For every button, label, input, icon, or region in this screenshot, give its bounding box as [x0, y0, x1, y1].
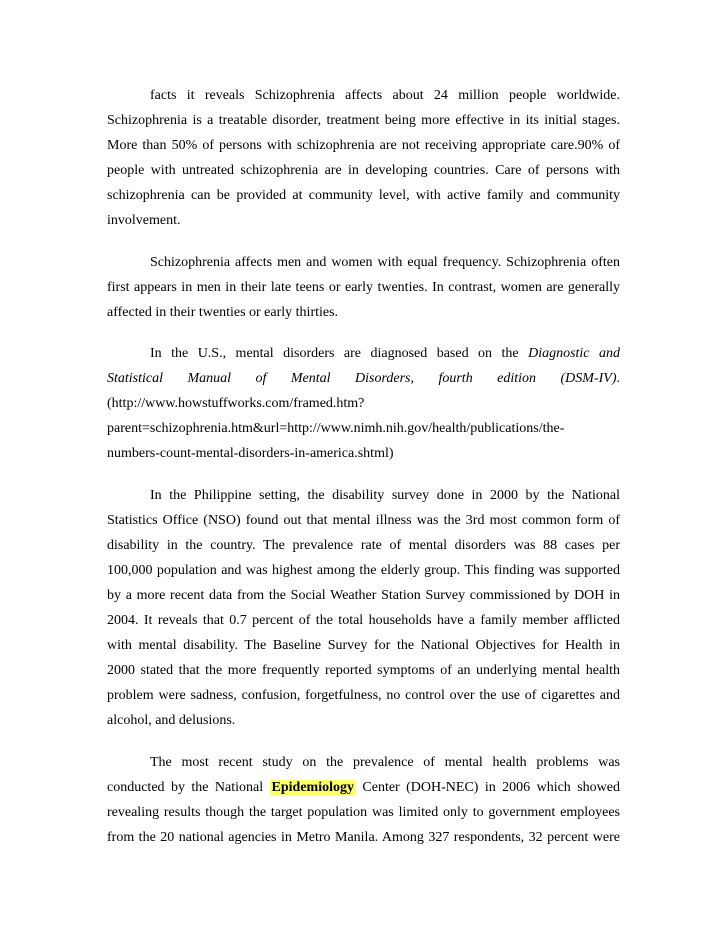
paragraph-3-line-2 — [107, 370, 620, 387]
paragraph-4-line-5: by a more recent data from the Social Weather Station Survey commissioned by DOH in — [107, 588, 620, 603]
manual-title-italic-2: Statistical Manual of Mental Disorders, fourth edition (DSM-IV) — [107, 371, 617, 386]
paragraph-4-line-4: 100,000 population and was highest among the elderly group. This finding was supported — [107, 563, 620, 578]
paragraph-3-line-5: numbers-count-mental-disorders-in-america.shtml) — [107, 446, 394, 461]
paragraph-2-line-3: affected in their twenties or early thirties. — [107, 305, 339, 320]
paragraph-3-line-1-text: In the U.S., mental disorders are diagnosed based on the — [150, 346, 529, 361]
paragraph-3-line-3: (http://www.howstuffworks.com/framed.htm? — [107, 396, 365, 411]
paragraph-2-line-2: first appears in men in their late teens or early twenties. In contrast, women are generally — [107, 280, 620, 295]
paragraph-1-line-2: Schizophrenia is a treatable disorder, treatment being more effective in its initial stages. — [107, 113, 620, 128]
paragraph-4-line-8: 2000 stated that the more frequently reported symptoms of an underlying mental health — [107, 663, 620, 678]
paragraph-5-line-3: revealing results though the target population was limited only to government employees — [107, 805, 620, 820]
highlighted-term: Epidemiology — [271, 780, 354, 795]
paragraph-5-line-2-start: conducted by the National — [107, 780, 270, 795]
paragraph-4-line-6: 2004. It reveals that 0.7 percent of the total households have a family member afflicted — [107, 613, 620, 628]
manual-title-italic-1: Diagnostic and — [528, 346, 620, 361]
paragraph-4-line-1: In the Philippine setting, the disability survey done in 2000 by the National — [150, 488, 620, 503]
paragraph-4-line-2: Statistics Office (NSO) found out that mental illness was the 3rd most common form of — [107, 513, 620, 528]
paragraph-3-line-1 — [150, 345, 620, 362]
paragraph-2-line-1: Schizophrenia affects men and women with equal frequency. Schizophrenia often — [150, 255, 620, 270]
paragraph-3-line-4: parent=schizophrenia.htm&url=http://www.nimh.nih.gov/health/publications/the- — [107, 421, 565, 436]
paragraph-1-line-5: schizophrenia can be provided at community level, with active family and community — [107, 188, 620, 203]
paragraph-4-line-10: alcohol, and delusions. — [107, 713, 236, 728]
paragraph-1-line-3: More than 50% of persons with schizophrenia are not receiving appropriate care.90% of — [107, 138, 620, 153]
paragraph-4-line-3: disability in the country. The prevalence rate of mental disorders was 88 cases per — [107, 538, 620, 553]
paragraph-1-line-1: facts it reveals Schizophrenia affects about 24 million people worldwide. — [150, 88, 620, 103]
paragraph-5-line-2-end: Center (DOH-NEC) in 2006 which showed — [355, 780, 620, 795]
paragraph-4-line-7: with mental disability. The Baseline Survey for the National Objectives for Health in — [107, 638, 620, 653]
paragraph-4-line-9: problem were sadness, confusion, forgetfulness, no control over the use of cigarettes and — [107, 688, 620, 703]
paragraph-1-line-6: involvement. — [107, 213, 181, 228]
paragraph-1-line-4: people with untreated schizophrenia are in developing countries. Care of persons with — [107, 163, 620, 178]
paragraph-5-line-2 — [107, 779, 620, 796]
paragraph-5-line-1: The most recent study on the prevalence of mental health problems was — [150, 755, 620, 770]
paragraph-3-line-2-period: . — [616, 371, 620, 386]
paragraph-5-line-4: from the 20 national agencies in Metro Manila. Among 327 respondents, 32 percent were — [107, 830, 620, 845]
